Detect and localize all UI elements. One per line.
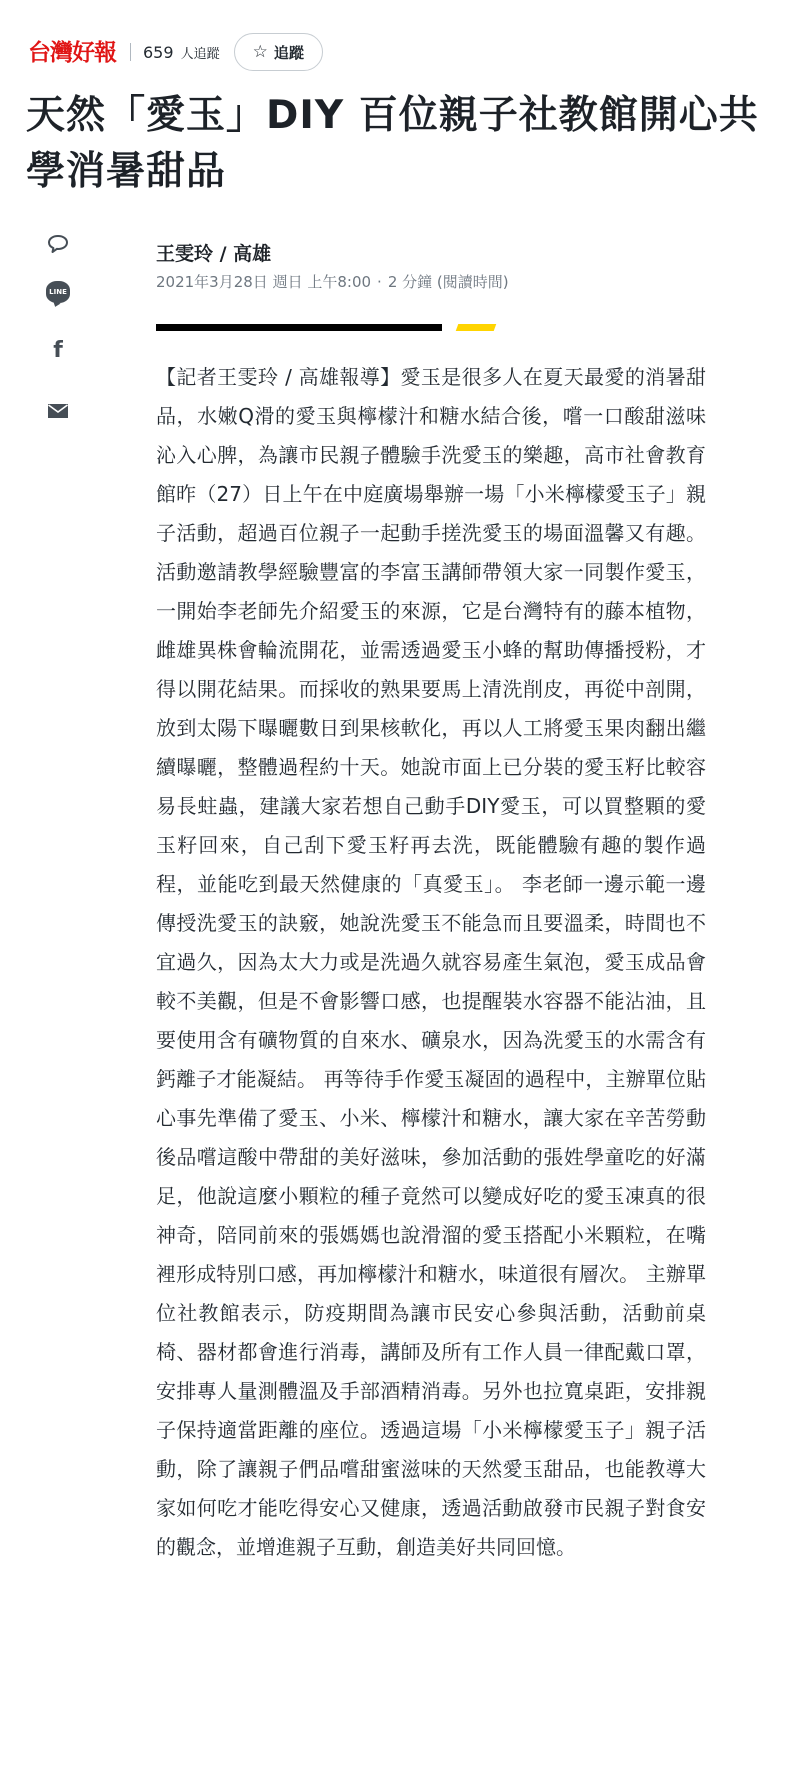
- yellow-bar: [456, 324, 497, 331]
- article-title: 天然「愛玉」DIY 百位親子社教館開心共學消暑甜品: [26, 93, 759, 194]
- follower-unit: 人追蹤: [180, 46, 220, 62]
- comment-button[interactable]: [46, 232, 70, 256]
- follower-count: [143, 43, 220, 62]
- follower-number: 659: [143, 42, 174, 62]
- header-divider: [130, 43, 131, 61]
- author-name[interactable]: 王雯玲 / 高雄: [156, 243, 272, 265]
- facebook-share-button[interactable]: [46, 338, 70, 362]
- black-bar: [156, 324, 442, 331]
- publish-date: 2021年3月28日 週日 上午8:00: [156, 273, 372, 291]
- facebook-icon: f: [53, 337, 63, 363]
- mail-icon: [47, 403, 69, 419]
- meta-separator: ·: [377, 273, 382, 291]
- comment-icon: [47, 234, 69, 254]
- star-icon: ☆: [252, 42, 268, 62]
- site-logo[interactable]: 台灣好報: [28, 38, 116, 66]
- line-share-button[interactable]: [46, 280, 70, 304]
- line-icon: LINE: [46, 281, 70, 303]
- publish-meta: [156, 272, 509, 292]
- follow-button[interactable]: [234, 33, 323, 71]
- mail-share-button[interactable]: [46, 399, 70, 423]
- byline: [156, 242, 509, 292]
- article-body: [156, 358, 706, 1567]
- read-time: 2 分鐘 (閱讀時間): [387, 273, 509, 291]
- header: [28, 32, 323, 72]
- article-paragraph: 【記者王雯玲 / 高雄報導】愛玉是很多人在夏天最愛的消暑甜品，水嫩Q滑的愛玉與檸檬汁和糖水結合後，嚐一口酸甜滋味沁入心脾，為讓市民親子體驗手洗愛玉的樂趣，高市社會教育館昨（27）日上午在中庭廣場舉辦一場「小米檸檬愛玉子」親子活動，超過百位親子一起動手搓洗愛玉的場面溫馨又有趣。 活動邀請教學經驗豐富的李富玉講師帶領大家一同製作愛玉，一開始李老師先介紹愛玉的來源，它是台灣特有的藤本植物，雌雄異株會輪流開花，並需透過愛玉小蜂的幫助傳播授粉，才得以開花結果。而採收的熟果要馬上清洗削皮，再從中剖開，放到太陽下曝曬數日到果核軟化，再以人工將愛玉果肉翻出繼續曝曬，整體過程約十天。她說市面上已分裝的愛玉籽比較容易長蛀蟲，建議大家若想自己動手DIY愛玉，可以買整顆的愛玉籽回來，自己刮下愛玉籽再去洗，既能體驗有趣的製作過程，並能吃到最天然健康的「真愛玉」。 李老師一邊示範一邊傳授洗愛玉的訣竅，她說洗愛玉不能急而且要溫柔，時間也不宜過久，因為太大力或是洗過久就容易產生氣泡，愛玉成品會較不美觀，但是不會影響口感，也提醒裝水容器不能沾油，且要使用含有礦物質的自來水、礦泉水，因為洗愛玉的水需含有鈣離子才能凝結。 再等待手作愛玉凝固的過程中，主辦單位貼心事先準備了愛玉、小米、檸檬汁和糖水，讓大家在辛苦勞動後品嚐這酸中帶甜的美好滋味，參加活動的張姓學童吃的好滿足，他說這麼小顆粒的種子竟然可以變成好吃的愛玉凍真的很神奇，陪同前來的張媽媽也說滑溜的愛玉搭配小米顆粒，在嘴裡形成特別口感，再加檸檬汁和糖水，味道很有層次。 主辦單位社教館表示，防疫期間為讓市民安心參與活動，活動前桌椅、器材都會進行消毒，講師及所有工作人員一律配戴口罩，安排專人量測體溫及手部酒精消毒。另外也拉寬桌距，安排親子保持適當距離的座位。透過這場「小米檸檬愛玉子」親子活動，除了讓親子們品嚐甜蜜滋味的天然愛玉甜品，也能教導大家如何吃才能吃得安心又健康，透過活動啟發市民親子對食安的觀念，並增進親子互動，創造美好共同回憶。: [156, 365, 706, 1559]
- follow-label: 追蹤: [273, 43, 304, 62]
